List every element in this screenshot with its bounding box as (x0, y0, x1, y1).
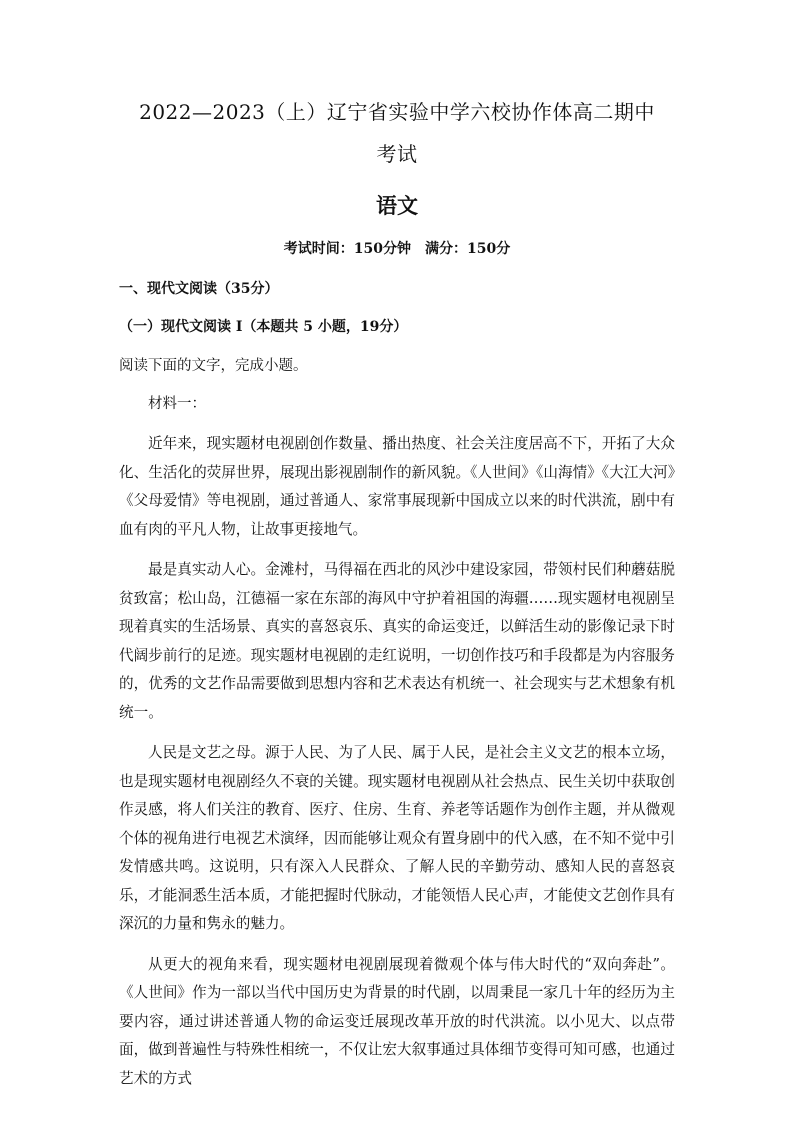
paragraph-3: 人民是文艺之母。源于人民、为了人民、属于人民，是社会主义文艺的根本立场，也是现实题材电视剧经久不衰的关键。现实题材电视剧从社会热点、民生关切中获取创作灵感，将人们关注的教育、医疗、住房、生育、养老等话题作为创作主题，并从微观个体的视角进行电视艺术演绎，因而能够让观众有置身剧中的代入感，在不知不觉中引发情感共鸣。这说明，只有深入人民群众、了解人民的辛勤劳动、感知人民的喜怒哀乐，才能洞悉生活本质，才能把握时代脉动，才能领悟人民心声，才能使文艺创作具有深沉的力量和隽永的魅力。 (119, 744, 675, 932)
exam-title-line-1: 2022—2023（上）辽宁省实验中学六校协作体高二期中 (139, 100, 655, 124)
section-1-heading: 一、现代文阅读（35分） (119, 281, 279, 297)
subsection-1-heading: （一）现代文阅读 I（本题共 5 小题，19分） (119, 319, 408, 335)
paragraph-2: 最是真实动人心。金滩村，马得福在西北的风沙中建设家园，带领村民们种蘑菇脱贫致富；松山岛，江德福一家在东部的海风中守护着祖国的海疆……现实题材电视剧呈现着真实的生活场景、真实的喜怒哀乐、真实的命运变迁，以鲜活生动的影像记录下时代阔步前行的足迹。现实题材电视剧的走红说明，一切创作技巧和手段都是为内容服务的，优秀的文艺作品需要做到思想内容和艺术表达有机统一、社会现实与艺术想象有机统一。 (119, 561, 675, 721)
exam-title-line-2: 考试 (376, 142, 418, 166)
paragraph-1: 近年来，现实题材电视剧创作数量、播出热度、社会关注度居高不下，开拓了大众化、生活化的荧屏世界，展现出影视剧制作的新风貌。《人世间》《山海情》《大江大河》《父母爱情》等电视剧，通过普通人、家常事展现新中国成立以来的时代洪流，剧中有血有肉的平凡人物，让故事更接地气。 (119, 435, 675, 538)
reading-instruction: 阅读下面的文字，完成小题。 (119, 358, 308, 374)
material-label: 材料一： (148, 396, 206, 412)
exam-info (119, 237, 675, 261)
exam-time: 考试时间：150分钟 (283, 241, 411, 257)
full-score: 满分：150分 (425, 241, 511, 257)
paragraph-4: 从更大的视角来看，现实题材电视剧展现着微观个体与伟大时代的“双向奔赴”。《人世间》作为一部以当代中国历史为背景的时代剧，以周秉昆一家几十年的经历为主要内容，通过讲述普通人物的命运变迁展现改革开放的时代洪流。以小见大、以点带面，做到普遍性与特殊性相统一，不仅让宏大叙事通过具体细节变得可知可感，也通过艺术的方式 (119, 955, 675, 1087)
subject-title: 语文 (376, 193, 418, 218)
